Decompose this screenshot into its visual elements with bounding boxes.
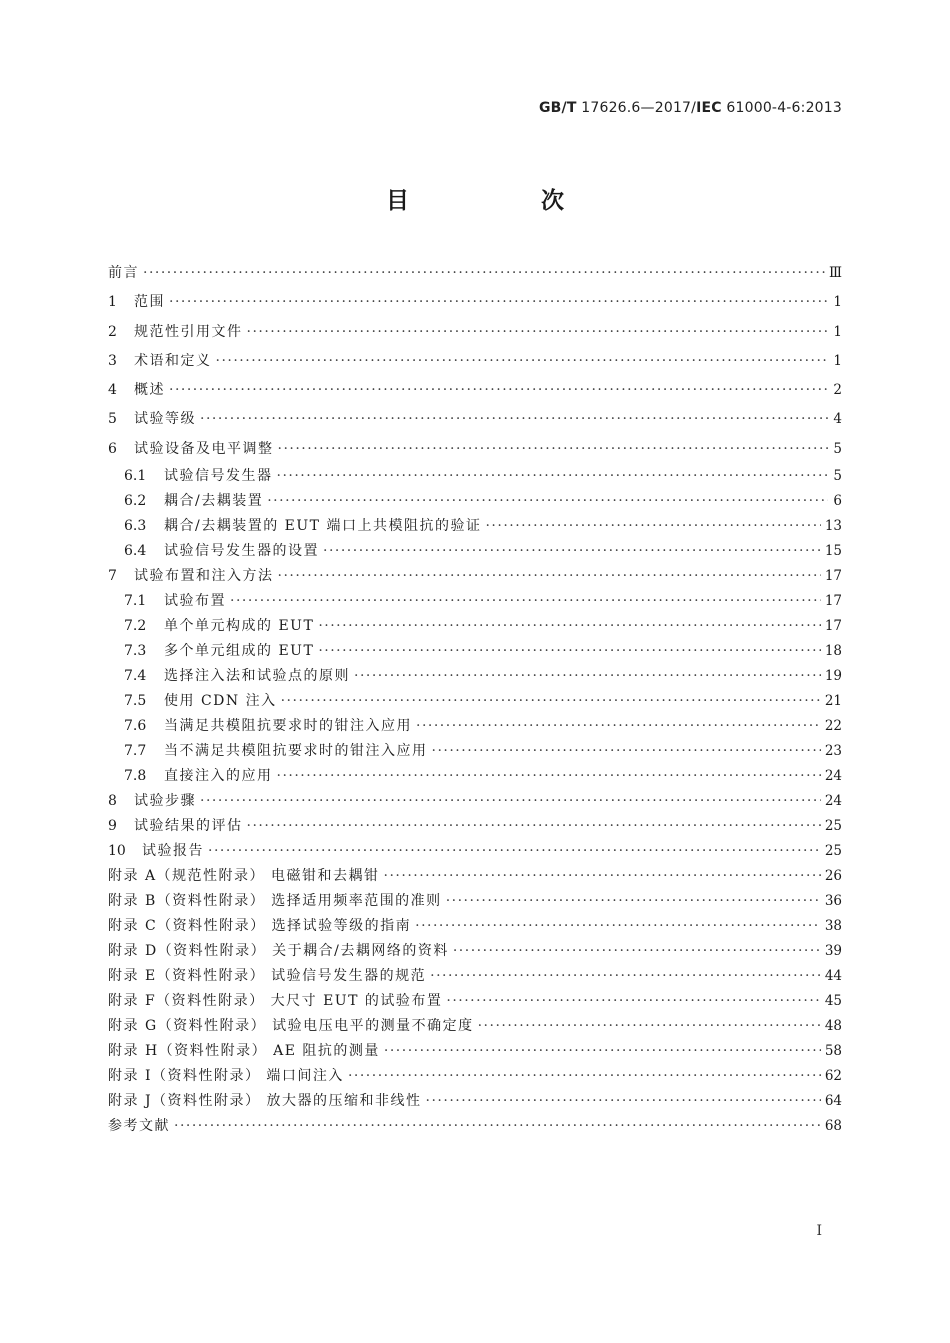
toc-entry — [108, 814, 842, 839]
toc-entry-title: 范围 — [134, 294, 165, 311]
dot-leader — [323, 539, 821, 564]
page-title: 目 次 — [385, 188, 626, 214]
toc-entry-page: 24 — [824, 768, 842, 785]
iec-id: 61000-4-6:2013 — [721, 100, 842, 116]
page-number: I — [816, 1223, 822, 1239]
dot-leader — [169, 288, 828, 317]
dot-leader — [384, 1039, 821, 1064]
toc-entry — [108, 914, 842, 939]
toc-entry — [108, 564, 842, 589]
toc-entry-title: 附录 J（资料性附录） 放大器的压缩和非线性 — [108, 1093, 422, 1110]
toc-entry-number: 7.2 — [124, 618, 147, 635]
toc-entry-title: 附录 H（资料性附录） AE 阻抗的测量 — [108, 1043, 380, 1060]
toc-entry-page: 39 — [824, 943, 842, 960]
table-of-contents — [108, 259, 842, 1139]
toc-entry-number: 5 — [108, 411, 117, 428]
toc-entry-title: 单个单元构成的 EUT — [164, 618, 315, 635]
toc-entry — [108, 1014, 842, 1039]
toc-entry — [108, 789, 842, 814]
toc-entry — [108, 614, 842, 639]
dot-leader — [426, 1089, 821, 1114]
toc-entry-number: 7.5 — [124, 693, 147, 710]
toc-entry-number: 1 — [108, 294, 117, 311]
toc-entry-number: 9 — [108, 818, 117, 835]
toc-entry-page: 48 — [824, 1018, 842, 1035]
toc-entry-page: 25 — [824, 818, 842, 835]
toc-entry — [108, 1039, 842, 1064]
toc-entry-number: 8 — [108, 793, 117, 810]
toc-entry — [108, 347, 842, 376]
toc-entry — [108, 664, 842, 689]
toc-entry — [108, 764, 842, 789]
toc-entry-page: 2 — [833, 382, 842, 399]
toc-entry-number: 7.6 — [124, 718, 147, 735]
toc-entry-title: 试验信号发生器 — [164, 468, 273, 485]
dot-leader — [277, 764, 821, 789]
dot-leader — [348, 1064, 821, 1089]
toc-entry-title: 参考文献 — [108, 1118, 170, 1135]
toc-entry-page: 22 — [824, 718, 842, 735]
toc-entry-title: 当不满足共模阻抗要求时的钳注入应用 — [164, 743, 428, 760]
dot-leader — [208, 839, 821, 864]
toc-entry-title: 试验布置 — [164, 593, 226, 610]
toc-entry-page: 38 — [824, 918, 842, 935]
toc-entry-number: 6.4 — [124, 543, 147, 560]
toc-entry — [108, 889, 842, 914]
dot-leader — [384, 864, 821, 889]
dot-leader — [318, 614, 821, 639]
toc-entry — [108, 464, 842, 489]
toc-entry-page: 17 — [824, 593, 842, 610]
toc-entry-title: 附录 I（资料性附录） 端口间注入 — [108, 1068, 344, 1085]
toc-entry — [108, 539, 842, 564]
toc-entry — [108, 839, 842, 864]
toc-entry-title: 试验结果的评估 — [134, 818, 243, 835]
toc-entry-title: 试验报告 — [142, 843, 204, 860]
toc-entry-page: 17 — [824, 568, 842, 585]
dot-leader — [478, 1014, 821, 1039]
toc-entry-number: 10 — [108, 843, 126, 860]
toc-entry — [108, 639, 842, 664]
toc-entry-number: 7 — [108, 568, 117, 585]
toc-entry-page: 5 — [833, 440, 842, 457]
dot-leader — [416, 714, 821, 739]
dot-leader — [415, 914, 821, 939]
dot-leader — [247, 814, 821, 839]
toc-entry — [108, 964, 842, 989]
toc-entry-page: 18 — [824, 643, 842, 660]
toc-entry-page: 13 — [824, 518, 842, 535]
toc-entry-number: 7.7 — [124, 743, 147, 760]
toc-entry-page: 1 — [833, 294, 842, 311]
toc-entry — [108, 1114, 842, 1139]
toc-entry-page: 64 — [824, 1093, 842, 1110]
toc-entry-title: 术语和定义 — [134, 352, 212, 369]
toc-entry-title: 当满足共模阻抗要求时的钳注入应用 — [164, 718, 412, 735]
toc-entry-title: 附录 G（资料性附录） 试验电压电平的测量不确定度 — [108, 1018, 474, 1035]
toc-entry — [108, 989, 842, 1014]
toc-entry-page: 45 — [824, 993, 842, 1010]
toc-entry — [108, 435, 842, 464]
dot-leader — [354, 664, 821, 689]
toc-entry-page: 24 — [824, 793, 842, 810]
toc-entry-number: 3 — [108, 352, 117, 369]
toc-entry-title: 附录 A（规范性附录） 电磁钳和去耦钳 — [108, 868, 380, 885]
toc-entry — [108, 689, 842, 714]
toc-entry-page: Ⅲ — [828, 265, 842, 281]
iec-prefix: IEC — [696, 100, 722, 116]
standard-id: 17626.6—2017/ — [576, 100, 697, 116]
toc-entry-number: 6 — [108, 440, 117, 457]
toc-entry-page: 15 — [824, 543, 842, 560]
dot-leader — [143, 259, 825, 288]
toc-entry-title: 耦合/去耦装置 — [164, 493, 264, 510]
dot-leader — [446, 889, 821, 914]
toc-entry-page: 26 — [824, 868, 842, 885]
dot-leader — [430, 964, 821, 989]
toc-entry-number: 7.4 — [124, 668, 147, 685]
toc-entry-page: 1 — [833, 323, 842, 340]
dot-leader — [281, 689, 821, 714]
toc-entry-title: 附录 C（资料性附录） 选择试验等级的指南 — [108, 918, 412, 935]
toc-entry-title: 选择注入法和试验点的原则 — [164, 668, 350, 685]
toc-entry-page: 1 — [833, 352, 842, 369]
toc-entry-title: 耦合/去耦装置的 EUT 端口上共模阻抗的验证 — [164, 518, 482, 535]
toc-entry-number: 7.8 — [124, 768, 147, 785]
toc-entry-title: 附录 B（资料性附录） 选择适用频率范围的准则 — [108, 893, 442, 910]
toc-entry-number: 2 — [108, 323, 117, 340]
toc-entry — [108, 1064, 842, 1089]
toc-entry-page: 36 — [824, 893, 842, 910]
toc-entry-title: 试验信号发生器的设置 — [164, 543, 319, 560]
toc-entry — [108, 739, 842, 764]
toc-entry-title: 试验设备及电平调整 — [134, 440, 274, 457]
toc-entry-title: 直接注入的应用 — [164, 768, 273, 785]
toc-entry-title: 使用 CDN 注入 — [164, 693, 277, 710]
toc-entry-page: 62 — [824, 1068, 842, 1085]
dot-leader — [216, 347, 829, 376]
dot-leader — [200, 405, 828, 434]
dot-leader — [247, 318, 829, 347]
dot-leader — [278, 564, 821, 589]
toc-entry — [108, 489, 842, 514]
toc-entry-page: 4 — [833, 411, 842, 428]
toc-entry-number: 7.3 — [124, 643, 147, 660]
dot-leader — [174, 1114, 821, 1139]
toc-entry-title: 试验步骤 — [134, 793, 196, 810]
dot-leader — [485, 514, 820, 539]
dot-leader — [277, 464, 829, 489]
toc-entry — [108, 1089, 842, 1114]
dot-leader — [169, 376, 828, 405]
toc-entry — [108, 259, 842, 288]
dot-leader — [200, 789, 821, 814]
toc-entry-title: 多个单元组成的 EUT — [164, 643, 315, 660]
toc-entry-page: 25 — [824, 843, 842, 860]
toc-entry — [108, 939, 842, 964]
dot-leader — [453, 939, 821, 964]
toc-entry-page: 21 — [824, 693, 842, 710]
toc-entry-page: 6 — [833, 493, 842, 510]
toc-entry-title: 试验等级 — [134, 411, 196, 428]
toc-entry-title: 规范性引用文件 — [134, 323, 243, 340]
dot-leader — [278, 435, 829, 464]
toc-entry — [108, 864, 842, 889]
toc-entry-title: 试验布置和注入方法 — [134, 568, 274, 585]
toc-entry-title: 前言 — [108, 265, 139, 281]
dot-leader — [267, 489, 828, 514]
toc-entry-page: 5 — [833, 468, 842, 485]
dot-leader — [432, 739, 821, 764]
toc-entry-page: 58 — [824, 1043, 842, 1060]
toc-entry-page: 17 — [824, 618, 842, 635]
dot-leader — [230, 589, 821, 614]
toc-entry-page: 44 — [824, 968, 842, 985]
toc-entry-page: 19 — [824, 668, 842, 685]
standard-prefix: GB/T — [538, 100, 577, 116]
toc-entry-number: 6.2 — [124, 493, 147, 510]
toc-entry-title: 概述 — [134, 382, 165, 399]
toc-entry-number: 7.1 — [124, 593, 147, 610]
toc-entry — [108, 288, 842, 317]
toc-entry — [108, 405, 842, 434]
dot-leader — [446, 989, 820, 1014]
toc-entry — [108, 514, 842, 539]
toc-entry — [108, 318, 842, 347]
dot-leader — [318, 639, 821, 664]
toc-entry-title: 附录 F（资料性附录） 大尺寸 EUT 的试验布置 — [108, 993, 443, 1010]
toc-entry-page: 68 — [824, 1118, 842, 1135]
toc-entry-title: 附录 D（资料性附录） 关于耦合/去耦网络的资料 — [108, 943, 449, 960]
toc-entry-title: 附录 E（资料性附录） 试验信号发生器的规范 — [108, 968, 427, 985]
toc-entry — [108, 714, 842, 739]
toc-entry-number: 6.3 — [124, 518, 147, 535]
toc-entry-number: 4 — [108, 382, 117, 399]
toc-entry — [108, 376, 842, 405]
toc-entry-page: 23 — [824, 743, 842, 760]
toc-entry — [108, 589, 842, 614]
standard-number — [539, 100, 842, 116]
toc-entry-number: 6.1 — [124, 468, 147, 485]
